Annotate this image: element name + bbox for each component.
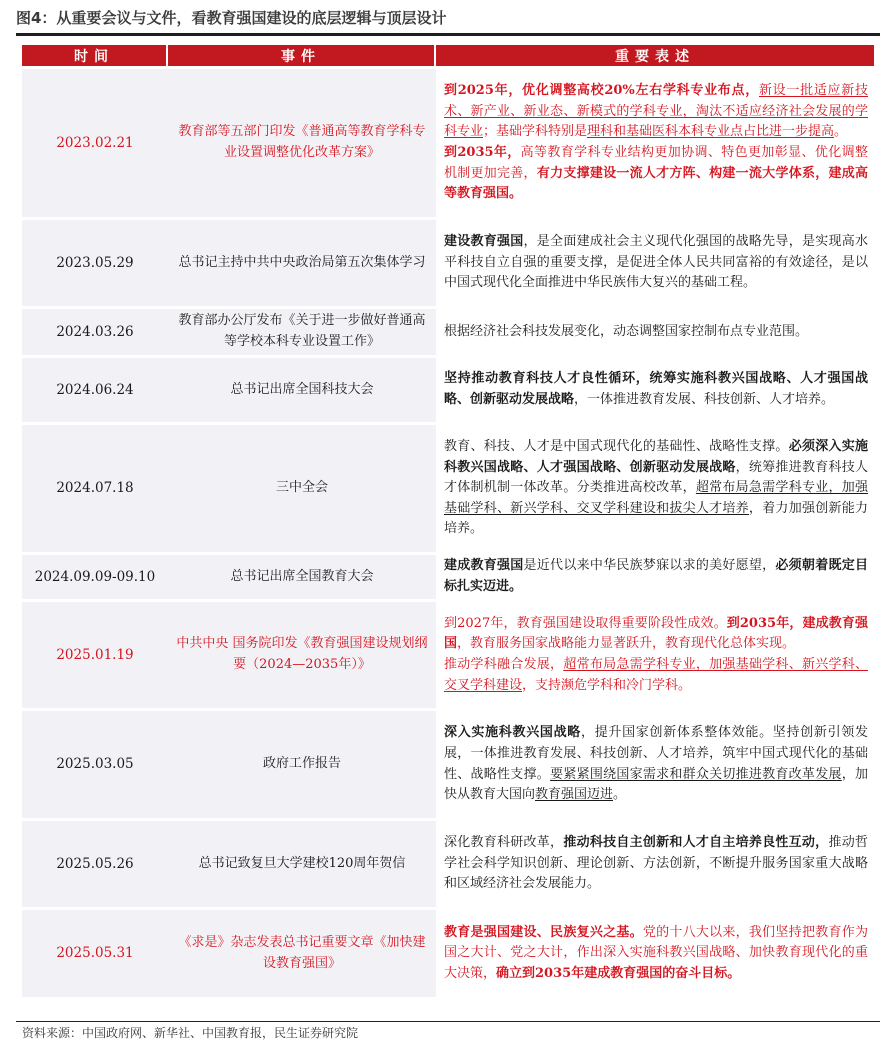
row-statement bbox=[436, 602, 874, 708]
row-event: 教育部办公厅发布《关于进一步做好普通高等学校本科专业设置工作》 bbox=[168, 309, 436, 355]
statement-segment: 超常布局急需学科专业，加强基础学科、新兴学科、交叉学科建设 bbox=[444, 657, 868, 693]
statement-segment: 必须深入实施科教兴国战略、人才强国战略、创新驱动发展战略 bbox=[444, 439, 868, 475]
statement-segment: 是近代以来中华民族梦寐以求的美好愿望， bbox=[523, 558, 776, 574]
statement-segment: 到2035年，建成教育强国 bbox=[444, 615, 868, 652]
statement-segment: 深入实施科教兴国战略 bbox=[444, 725, 581, 741]
statement-segment: ，提升国家创新体系整体效能。坚持创新引领发展，一体推进教育发展、科技创新、人才培养，筑牢中国式现代化的基础性、战略性支撑。 bbox=[444, 725, 868, 782]
statement-segment: 到2027年，教育强国建设取得重要阶段性成效。 bbox=[444, 615, 727, 631]
statement-segment: 确立到2035年建成教育强国的奋斗目标。 bbox=[496, 965, 741, 981]
row-date: 2024.03.26 bbox=[22, 309, 168, 355]
statement-segment: ，教育服务国家战略能力显著跃升，教育现代化总体实现。 bbox=[457, 636, 796, 652]
header-event: 事件 bbox=[168, 45, 436, 66]
row-date: 2025.05.26 bbox=[22, 821, 168, 907]
table-row bbox=[22, 910, 874, 997]
statement-segment: 建成教育强国 bbox=[444, 558, 524, 574]
row-date: 2024.09.09-09.10 bbox=[22, 555, 168, 599]
figure-title: 图4：从重要会议与文件，看教育强国建设的底层逻辑与顶层设计 bbox=[16, 9, 447, 27]
row-event: 总书记出席全国教育大会 bbox=[168, 555, 436, 599]
statement-segment: ，是全面建成社会主义现代化强国的战略先导，是实现高水平科技自立自强的重要支撑，是促进全体人民共同富裕的有效途径，是以中国式现代化全面推进中华民族伟大复兴的基础工程。 bbox=[444, 234, 868, 291]
row-event: 中共中央 国务院印发《教育强国建设规划纲要（2024—2035年）》 bbox=[168, 602, 436, 708]
row-statement bbox=[436, 220, 874, 306]
row-event: 政府工作报告 bbox=[168, 711, 436, 818]
row-event: 总书记致复旦大学建校120周年贺信 bbox=[168, 821, 436, 907]
statement-segment: ，支持濒危学科和冷门学科。 bbox=[522, 677, 692, 693]
statement-segment: 理科和基础医科本科专业点占比进一步提高 bbox=[587, 124, 835, 140]
row-statement bbox=[436, 69, 874, 217]
statement-segment: ，一体推进教育发展、科技创新、人才培养。 bbox=[574, 392, 835, 407]
table-row bbox=[22, 69, 874, 217]
statement-segment: 深化教育科研改革， bbox=[444, 835, 564, 851]
row-statement bbox=[436, 555, 874, 599]
statement-segment: 要紧紧围绕国家需求和群众关切推进教育改革发展 bbox=[550, 766, 842, 782]
statement-segment: ，统筹推进教育科技人才体制机制一体改革。分类推进高校改革， bbox=[444, 459, 868, 496]
row-date: 2024.07.18 bbox=[22, 425, 168, 552]
header-statement: 重要表述 bbox=[436, 45, 874, 66]
statement-segment: 党的十八大以来，我们坚持把教育作为国之大计、党之大计，作出深入实施科教兴国战略、加快教育现代化的重大决策， bbox=[444, 924, 868, 981]
statement-segment: 推动学科融合发展， bbox=[444, 657, 564, 672]
statement-segment: 教育强国迈进 bbox=[535, 787, 614, 803]
statement-segment: 根据经济社会科技发展变化，动态调整国家控制布点专业范围。 bbox=[444, 323, 809, 339]
statement-segment: 教育是强国建设、民族复兴之基。 bbox=[444, 924, 643, 940]
table-row bbox=[22, 602, 874, 708]
statement-segment: 超常布局急需学科专业，加强基础学科、新兴学科、交叉学科建设和拔尖人才培养 bbox=[444, 480, 868, 516]
table-row bbox=[22, 358, 874, 422]
statement-segment: ，着力加强创新能力培养。 bbox=[444, 500, 868, 537]
statement-segment: 。 bbox=[834, 124, 848, 140]
table-row bbox=[22, 821, 874, 907]
row-date: 2025.01.19 bbox=[22, 602, 168, 708]
header-time: 时间 bbox=[22, 45, 168, 66]
table-row bbox=[22, 309, 874, 355]
statement-segment: 坚持推动教育科技人才良性循环，统筹实施科教兴国战略、人才强国战略、创新驱动发展战略 bbox=[444, 371, 868, 407]
row-date: 2023.05.29 bbox=[22, 220, 168, 306]
row-event: 《求是》杂志发表总书记重要文章《加快建设教育强国》 bbox=[168, 910, 436, 997]
table-row bbox=[22, 555, 874, 599]
events-table bbox=[22, 42, 874, 1000]
row-event: 总书记出席全国科技大会 bbox=[168, 358, 436, 422]
row-date: 2024.06.24 bbox=[22, 358, 168, 422]
statement-segment: 高等教育学科专业结构更加协调、特色更加彰显、优化调整机制更加完善， bbox=[444, 145, 868, 181]
statement-segment: ，加快从教育大国向 bbox=[444, 766, 868, 803]
statement-segment: ；基础学科特别是 bbox=[483, 124, 588, 140]
statement-segment: 到2025年，优化调整高校20%左右学科专业布点， bbox=[444, 83, 759, 99]
row-event: 总书记主持中共中央政治局第五次集体学习 bbox=[168, 220, 436, 306]
statement-segment: 必须朝着既定目标扎实迈进。 bbox=[444, 558, 868, 594]
statement-segment: 教育、科技、人才是中国式现代化的基础性、战略性支撑。 bbox=[444, 439, 789, 455]
row-date: 2023.02.21 bbox=[22, 69, 168, 217]
source-rule bbox=[16, 1021, 880, 1022]
row-statement bbox=[436, 711, 874, 818]
row-statement bbox=[436, 309, 874, 355]
table-header-row bbox=[22, 45, 874, 66]
source-note: 资料来源：中国政府网、新华社、中国教育报，民生证券研究院 bbox=[22, 1026, 359, 1040]
row-statement bbox=[436, 821, 874, 907]
table-row bbox=[22, 220, 874, 306]
statement-segment: 到2035年， bbox=[444, 145, 521, 160]
row-statement bbox=[436, 425, 874, 552]
statement-segment: 推动科技自主创新和人才自主培养良性互动， bbox=[563, 835, 829, 851]
statement-segment: 建设教育强国 bbox=[444, 234, 524, 250]
statement-segment: 。 bbox=[613, 787, 627, 803]
statement-segment: 有力支撑建设一流人才方阵、构建一流大学体系，建成高等教育强国。 bbox=[444, 165, 868, 202]
row-event: 三中全会 bbox=[168, 425, 436, 552]
title-rule bbox=[16, 33, 880, 36]
table-row bbox=[22, 425, 874, 552]
statement-segment: 新设一批适应新技术、新产业、新业态、新模式的学科专业，淘汰不适应经济社会发展的学科专业 bbox=[444, 83, 868, 140]
table-row bbox=[22, 711, 874, 818]
row-statement bbox=[436, 910, 874, 997]
row-statement bbox=[436, 358, 874, 422]
row-event: 教育部等五部门印发《普通高等教育学科专业设置调整优化改革方案》 bbox=[168, 69, 436, 217]
row-date: 2025.05.31 bbox=[22, 910, 168, 997]
row-date: 2025.03.05 bbox=[22, 711, 168, 818]
statement-segment: 推动哲学社会科学知识创新、理论创新、方法创新，不断提升服务国家重大战略和区域经济社会发展能力。 bbox=[444, 835, 868, 892]
